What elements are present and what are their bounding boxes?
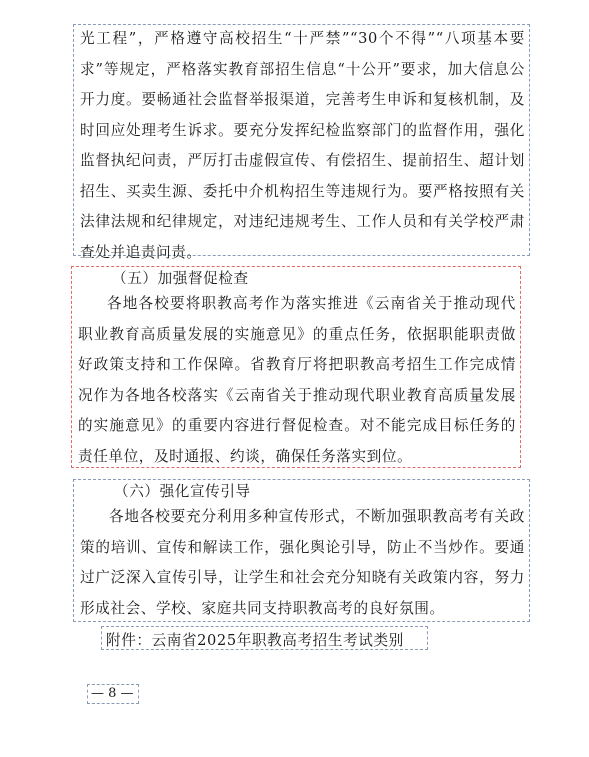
section-six-heading: （六）强化宣传引导 <box>114 483 251 500</box>
section-five-block <box>71 266 521 468</box>
attachment-block <box>101 626 428 650</box>
page-number-block <box>87 684 139 704</box>
section-five-body: 各地各校要将职教高考作为落实推进《云南省关于推动现代职业教育高质量发展的实施意见》的重点任务，依据职能职责做好政策支持和工作保障。省教育厅将把职教高考招生工作完成情况作为各地各校落实《云南省关于推动现代职业教育高质量发展的实施意见》的重要内容进行督促检查。对不能完成目标任务的责任单位，及时通报、约谈，确保任务落实到位。 <box>78 295 516 465</box>
section-five-heading: （五）加强督促检查 <box>112 270 249 287</box>
section-six-body: 各地各校要充分利用多种宣传形式，不断加强职教高考有关政策的培训、宣传和解读工作，强化舆论引导，防止不当炒作。要通过广泛深入宣传引导，让学生和社会充分知晓有关政策内容，努力形成社会、学校、家庭共同支持职教高考的良好氛围。 <box>80 508 525 617</box>
section-six-block <box>73 479 530 622</box>
section-four-end-block <box>73 24 530 261</box>
page-number: — 8 — <box>91 686 134 701</box>
section-four-end-text: 光工程”，严格遵守高校招生“十严禁”“30个不得”“八项基本要求”等规定，严格落实教育部招生信息“十公开”要求，加大信息公开力度。要畅通社会监督举报渠道，完善考生申诉和复核机制，及时回应处理考生诉求。要充分发挥纪检监察部门的监督作用，强化监督执纪问责，严厉打击虚假宣传、有偿招生、提前招生、超计划招生、买卖生源、委托中介机构招生等违规行为。要严格按照有关法律法规和纪律规定，对违纪违规考生、工作人员和有关学校严肃查处并追责问责。 <box>80 30 525 261</box>
attachment-text: 附件：云南省2025年职教高考招生考试类别 <box>106 632 404 649</box>
